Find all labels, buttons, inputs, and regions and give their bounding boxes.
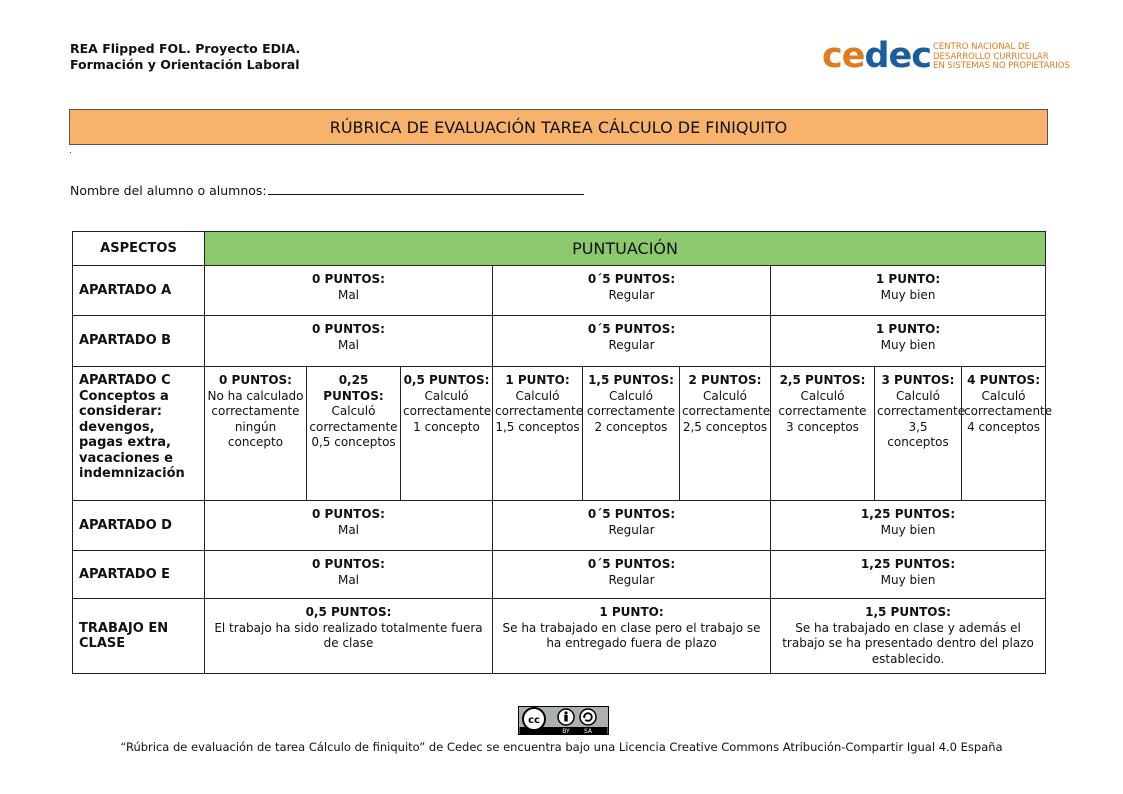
score-cell: 0,5 PUNTOS: Calculó correctamente 1 concepto [401,367,493,501]
score-cell: 4 PUNTOS: Calculó correctamente 4 conceptos [962,367,1046,501]
score-cell: 1 PUNTO: Calculó correctamente 1,5 conceptos [493,367,583,501]
score-cell: 0,25 PUNTOS: Calculó correctamente 0,5 conceptos [307,367,401,501]
student-name-field [70,182,584,198]
svg-text:SA: SA [583,728,593,735]
header-line-2: Formación y Orientación Laboral [70,57,300,72]
table-row [73,599,1046,674]
table-header-row [73,232,1046,266]
page-title: RÚBRICA DE EVALUACIÓN TAREA CÁLCULO DE FINIQUITO [69,109,1048,145]
score-header: PUNTUACIÓN [205,232,1046,266]
score-cell: 1,25 PUNTOS: Muy bien [771,501,1046,551]
table-row [73,266,1046,316]
score-cell: 1,5 PUNTOS: Se ha trabajado en clase y además el trabajo se ha presentado dentro del plazo establecido. [771,599,1046,674]
score-cell: 0 PUNTOS: No ha calculado correctamente ningún concepto [205,367,307,501]
score-cell: 0´5 PUNTOS: Regular [493,551,771,599]
logo-caption: CENTRO NACIONAL DE DESARROLLO CURRICULAR EN SISTEMAS NO PROPIETARIOS [933,42,1070,71]
row-label: APARTADO A [73,266,205,316]
score-cell: 2,5 PUNTOS: Calculó correctamente 3 conceptos [771,367,875,501]
score-cell: 2 PUNTOS: Calculó correctamente 2,5 conceptos [680,367,771,501]
svg-text:cc: cc [528,715,540,726]
score-cell: 0´5 PUNTOS: Regular [493,266,771,316]
score-cell: 1 PUNTO: Muy bien [771,266,1046,316]
score-cell: 0,5 PUNTOS: El trabajo ha sido realizado totalmente fuera de clase [205,599,493,674]
row-label: APARTADO E [73,551,205,599]
svg-text:BY: BY [562,728,570,735]
row-label: APARTADO B [73,316,205,367]
aspects-header: ASPECTOS [73,232,205,266]
score-cell: 0 PUNTOS: Mal [205,266,493,316]
score-cell: 1,5 PUNTOS: Calculó correctamente 2 conceptos [583,367,680,501]
score-cell: 0 PUNTOS: Mal [205,551,493,599]
score-cell: 0´5 PUNTOS: Regular [493,316,771,367]
logo-wordmark: cedec [822,36,932,76]
score-cell: 0 PUNTOS: Mal [205,501,493,551]
table-row [73,367,1046,501]
license-text: “Rúbrica de evaluación de tarea Cálculo de finiquito” de Cedec se encuentra bajo una Licencia Creative Commons Atribución-Compartir Igual 4.0 España [120,740,1003,754]
table-row [73,316,1046,367]
row-label: TRABAJO EN CLASE [73,599,205,674]
table-row [73,501,1046,551]
rubric-table [72,231,1053,674]
row-label: APARTADO D [73,501,205,551]
score-cell: 1 PUNTO: Muy bien [771,316,1046,367]
score-cell: 0 PUNTOS: Mal [205,316,493,367]
student-name-label: Nombre del alumno o alumnos: [70,183,267,198]
score-cell: 1 PUNTO: Se ha trabajado en clase pero el trabajo se ha entregado fuera de plazo [493,599,771,674]
score-cell: 3 PUNTOS: Calculó correctamente 3,5 conceptos [875,367,962,501]
row-label: APARTADO C Conceptos a considerar: devengos, pagas extra, vacaciones e indemnización [73,367,205,501]
table-row [73,551,1046,599]
score-cell: 0´5 PUNTOS: Regular [493,501,771,551]
student-name-blank-line[interactable] [268,182,584,195]
cc-by-sa-icon [518,706,609,735]
score-cell: 1,25 PUNTOS: Muy bien [771,551,1046,599]
header-line-1: REA Flipped FOL. Proyecto EDIA. [70,41,301,56]
stray-dot: . [69,146,72,155]
document-header [70,41,300,73]
